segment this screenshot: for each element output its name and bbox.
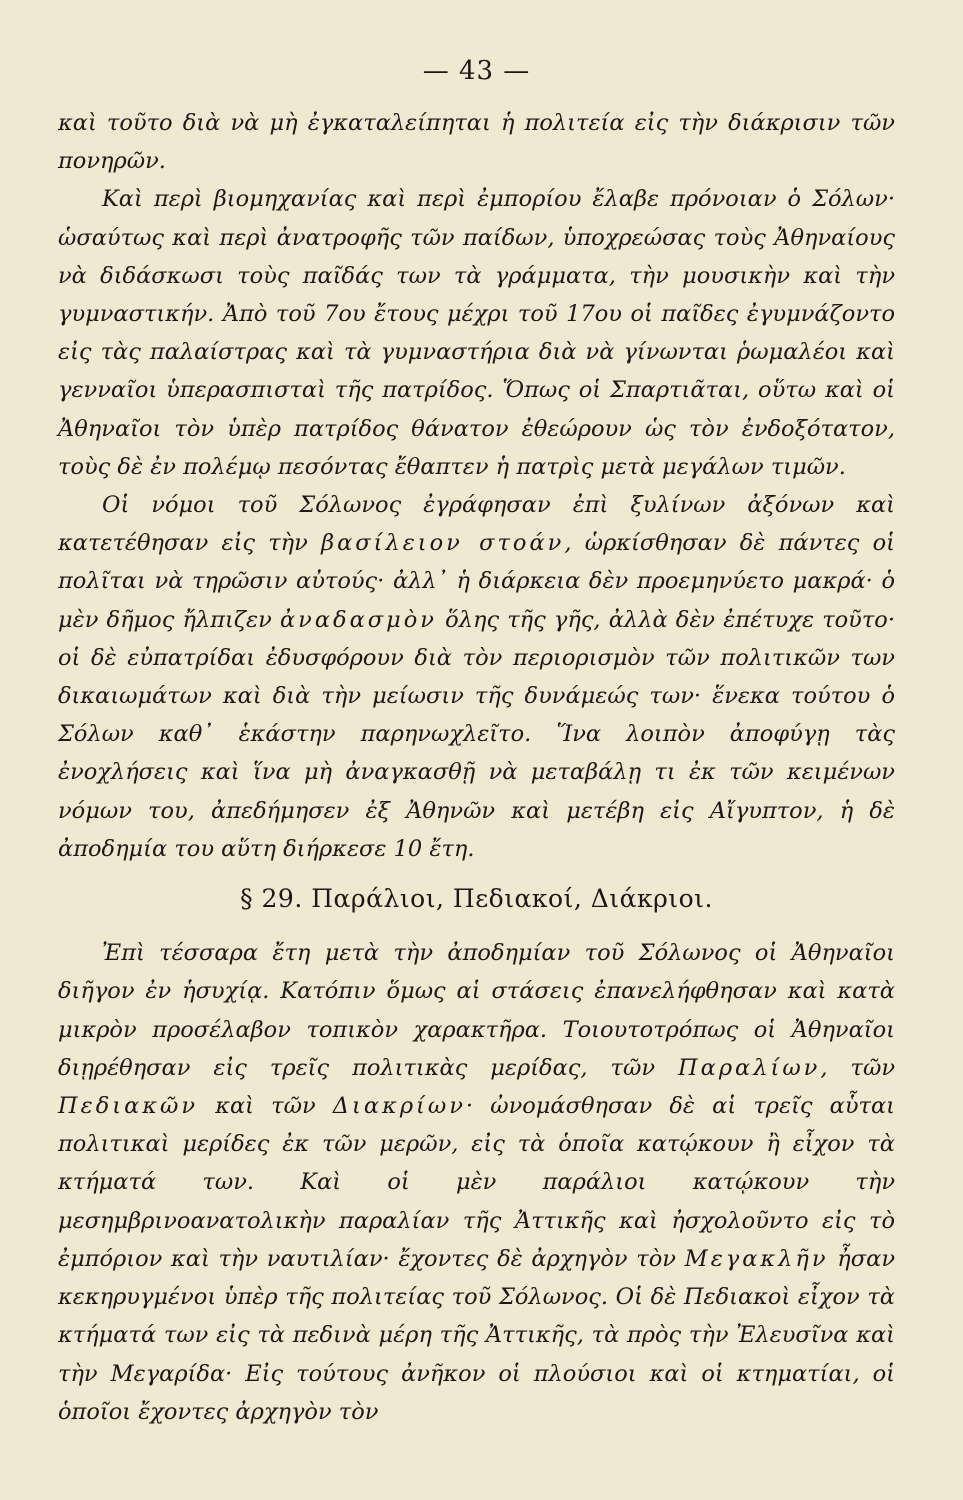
section-paragraph — [58, 934, 895, 1431]
page-number: — 43 — — [422, 56, 531, 86]
section-paragraph-text-e: ἦσαν κεκηρυγμένοι ὑπὲρ τῆς πολιτείας τοῦ Σόλωνος. Οἱ δὲ Πεδιακοὶ εἶχον τὰ κτήματά των εἰς τὰ πεδινὰ μέρη τῆς Ἀττικῆς, τὰ πρὸς τὴν Ἐλευσῖνα καὶ τὴν Μεγαρίδα· Εἰς τούτους ἀνῆκον οἱ πλούσιοι καὶ οἱ κτηματίαι, οἱ ὁποῖοι ἔχοντες ἀρχηγὸν τὸν — [58, 1245, 895, 1425]
paragraph-2-text: Καὶ περὶ βιομηχανίας καὶ περὶ ἐμπορίου ἔλαβε πρόνοιαν ὁ Σόλων· ὡσαύτως καὶ περὶ ἀνατροφῆς τῶν παίδων, ὑποχρεώσας τοὺς Ἀθηναίους νὰ διδάσκωσι τοὺς παῖδάς των τὰ γράμματα, τὴν μουσικὴν καὶ τὴν γυμναστικήν. Ἀπὸ τοῦ 7ου ἔτους μέχρι τοῦ 17ου οἱ παῖδες ἐγυμνάζοντο εἰς τὰς παλαίστρας καὶ τὰ γυμναστήρια διὰ νὰ γίνωνται ῥωμαλέοι καὶ γενναῖοι ὑπερασπισταὶ τῆς πατρίδος. Ὅπως οἱ Σπαρτιᾶται, οὕτω καὶ οἱ Ἀθηναῖοι τὸν ὑπὲρ πατρίδος θάνατον ἐθεώρουν ὡς τὸν ἐνδοξότατον, τοὺς δὲ ἐν πολέμῳ πεσόντας ἔθαπτεν ἡ πατρὶς μετὰ μεγάλων τιμῶν. — [58, 186, 895, 480]
paragraph-3 — [58, 486, 895, 868]
paragraph-1-text: καὶ τοῦτο διὰ νὰ μὴ ἐγκαταλείπηται ἡ πολιτεία εἰς τὴν διάκρισιν τῶν πονηρῶν. — [58, 110, 895, 175]
paragraph-2 — [58, 180, 895, 486]
spaced-term-diakrioi: Διακρίων — [332, 1093, 466, 1120]
spaced-term-pediakoi: Πεδιακῶν — [58, 1093, 199, 1120]
paragraph-3-text-c: ὅλης τῆς γῆς, ἀλλὰ δὲν ἐπέτυχε τοῦτο· οἱ δὲ εὐπατρίδαι ἐδυσφόρουν διὰ τὸν περιορισμὸν τῶν πολιτικῶν των δικαιωμάτων καὶ διὰ τὴν μείωσιν τῆς δυνάμεώς των· ἕνεκα τούτου ὁ Σόλων καθ᾽ ἑκάστην παρηνωχλεῖτο. Ἵνα λοιπὸν ἀποφύγῃ τὰς ἐνοχλήσεις καὶ ἵνα μὴ ἀναγκασθῇ νὰ μεταβάλῃ τι ἐκ τῶν κειμένων νόμων του, ἀπεδήμησεν ἐξ Ἀθηνῶν καὶ μετέβη εἰς Αἴγυπτον, ἡ δὲ ἀποδημία του αὕτη διήρκεσε 10 ἔτη. — [58, 606, 896, 862]
section-paragraph-text-b: , τῶν — [820, 1054, 895, 1081]
spaced-term-anadasmos: ἀναδασμὸν — [279, 606, 437, 633]
paragraph-3-text-b: , ὡρκίσθησαν δὲ πάντες οἱ πολῖται νὰ τηρῶσιν αὐτούς· ἀλλ᾽ ἡ διάρκεια δὲν προεμηνύετο μακρά· ὁ μὲν δῆμος ἤλπιζεν — [58, 530, 895, 633]
section-paragraph-text-c: καὶ τῶν — [215, 1093, 316, 1120]
section-paragraph-text-d: · ὠνομάσθησαν δὲ αἱ τρεῖς αὗται πολιτικαὶ μερίδες ἐκ τῶν μερῶν, εἰς τὰ ὁποῖα κατῴκουν ἢ εἶχον τὰ κτήματά των. Καὶ οἱ μὲν παράλιοι κατῴκουν τὴν μεσημβρινοανατολικὴν παραλίαν τῆς Ἀττικῆς καὶ ἠσχολοῦντο εἰς τὸ ἐμπόριον καὶ τὴν ναυτιλίαν· ἔχοντες δὲ ἀρχηγὸν τὸν — [58, 1093, 896, 1272]
section-paragraph-text-a: Ἐπὶ τέσσαρα ἔτη μετὰ τὴν ἀποδημίαν τοῦ Σόλωνος οἱ Ἀθηναῖοι διῆγον ἐν ἡσυχίᾳ. Κατόπιν ὅμως αἱ στάσεις ἐπανελήφθησαν καὶ κατὰ μικρὸν προσέλαβον τοπικὸν χαρακτῆρα. Τοιουτοτρόπως οἱ Ἀθηναῖοι διῃρέθησαν εἰς τρεῖς πολιτικὰς μερίδας, τῶν — [58, 940, 895, 1081]
section-title: § 29. Παράλιοι, Πεδιακοί, Διάκριοι. — [240, 884, 713, 914]
paragraph-3-text-a: Οἱ νόμοι τοῦ Σόλωνος ἐγράφησαν ἐπὶ ξυλίνων ἀξόνων καὶ κατετέθησαν εἰς τὴν — [58, 492, 895, 557]
page-body — [58, 104, 895, 1431]
paragraph-1 — [58, 104, 895, 180]
spaced-term-stoa: βασίλειον στοάν — [321, 530, 565, 557]
spaced-term-paralioi: Παραλίων — [678, 1054, 821, 1081]
spaced-term-megakles: Μεγακλῆν — [684, 1245, 829, 1272]
